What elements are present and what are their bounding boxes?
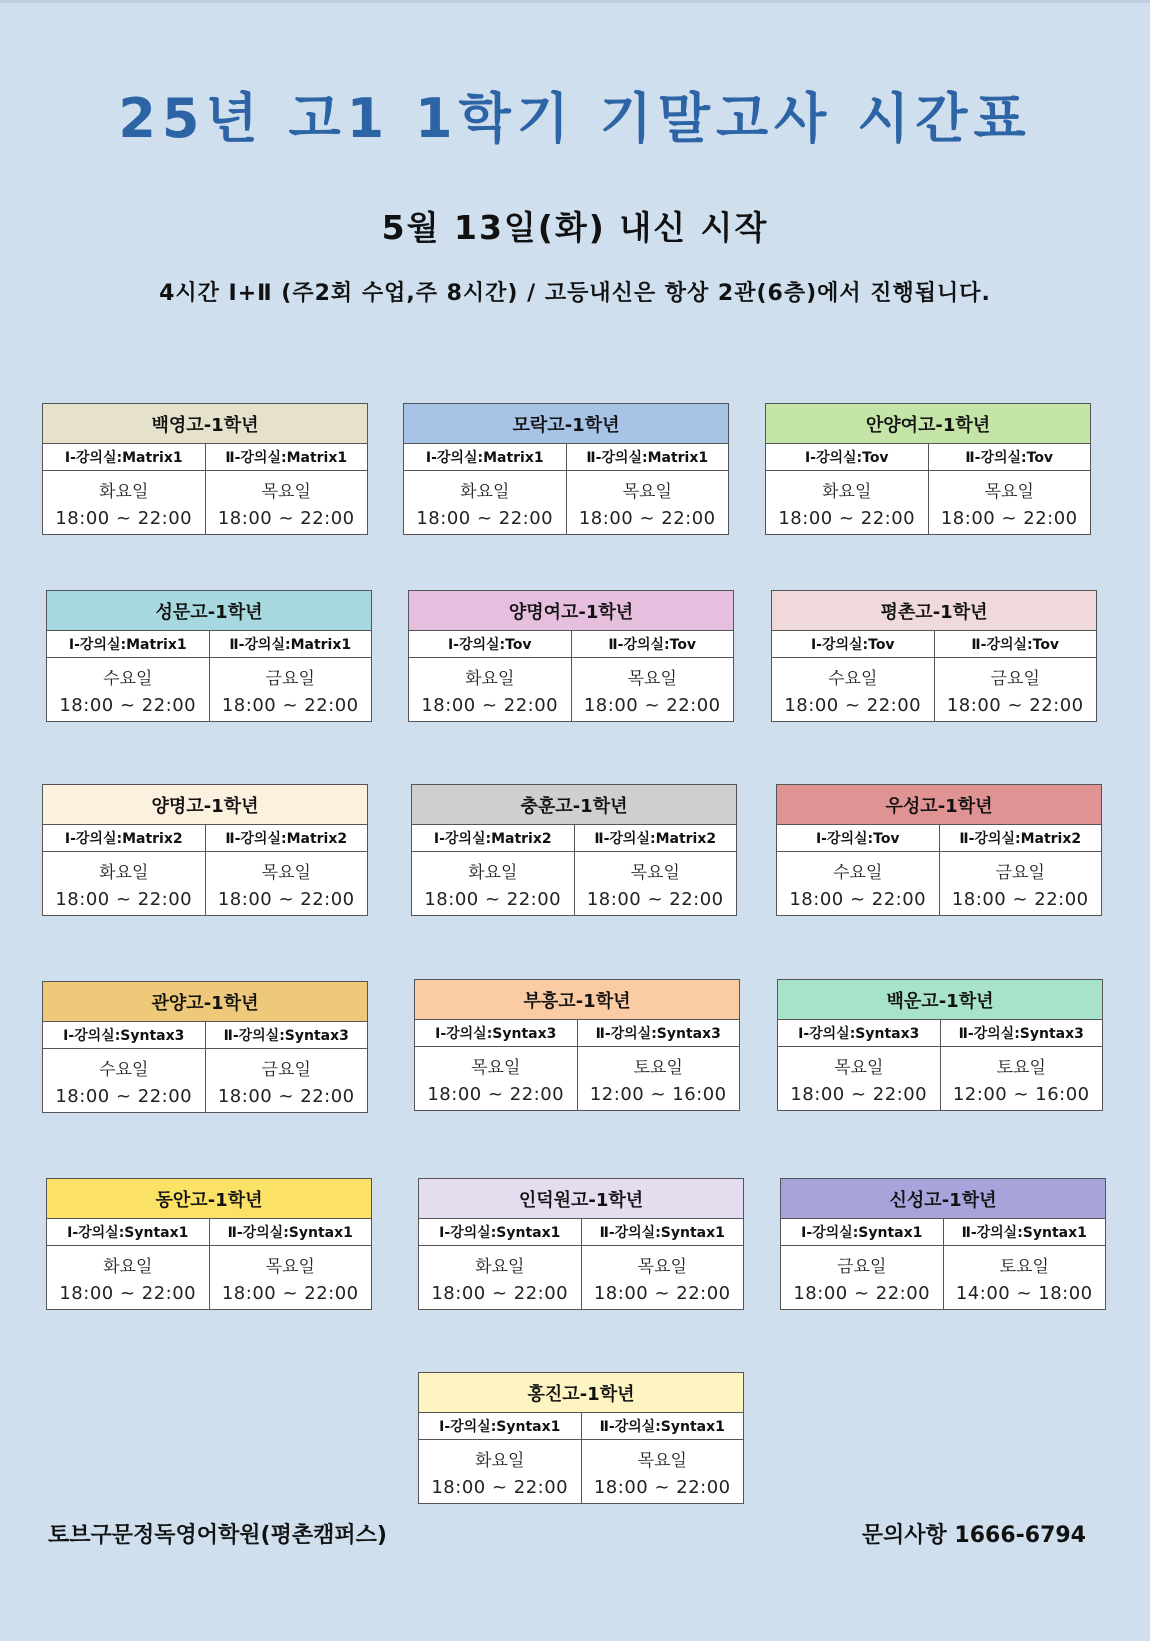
session-2-time: 18:00 ~ 22:00 bbox=[593, 1476, 731, 1498]
classroom-row bbox=[47, 1219, 371, 1246]
classroom-1: Ⅰ-강의실:Syntax1 bbox=[439, 1225, 561, 1241]
session-1 bbox=[404, 471, 566, 534]
classroom-2: Ⅱ-강의실:Tov bbox=[571, 631, 734, 657]
session-1-time: 18:00 ~ 22:00 bbox=[55, 888, 193, 910]
session-2 bbox=[940, 1047, 1103, 1110]
session-1-time: 18:00 ~ 22:00 bbox=[431, 1476, 569, 1498]
session-2-day: 목요일 bbox=[261, 481, 311, 502]
school-card bbox=[771, 590, 1097, 722]
session-1 bbox=[766, 471, 928, 534]
session-1-time: 18:00 ~ 22:00 bbox=[59, 1282, 197, 1304]
school-card bbox=[42, 981, 368, 1113]
classroom-2: Ⅱ-강의실:Matrix1 bbox=[566, 444, 729, 470]
session-1 bbox=[415, 1047, 577, 1110]
classroom-2: Ⅱ-강의실:Matrix1 bbox=[209, 631, 372, 657]
classroom-row bbox=[778, 1020, 1102, 1047]
session-2-day: 토요일 bbox=[633, 1057, 683, 1078]
session-2 bbox=[205, 471, 368, 534]
session-2-time: 18:00 ~ 22:00 bbox=[217, 507, 355, 529]
session-1-day: 수요일 bbox=[103, 668, 153, 689]
session-2-time: 18:00 ~ 22:00 bbox=[578, 507, 716, 529]
school-name: 우성고-1학년 bbox=[885, 795, 993, 817]
session-1-time: 18:00 ~ 22:00 bbox=[793, 1282, 931, 1304]
classroom-2: Ⅱ-강의실:Syntax3 bbox=[940, 1020, 1103, 1046]
session-2 bbox=[581, 1440, 744, 1503]
session-2 bbox=[939, 852, 1102, 915]
session-2 bbox=[943, 1246, 1106, 1309]
school-name: 신성고-1학년 bbox=[889, 1189, 997, 1211]
school-name: 인덕원고-1학년 bbox=[518, 1189, 644, 1211]
school-card bbox=[776, 784, 1102, 916]
session-2-time: 18:00 ~ 22:00 bbox=[946, 694, 1084, 716]
classroom-1: Ⅰ-강의실:Syntax3 bbox=[435, 1026, 557, 1042]
top-border bbox=[0, 0, 1150, 3]
session-2-day: 목요일 bbox=[261, 862, 311, 883]
school-name-header bbox=[412, 785, 736, 825]
schedule-row bbox=[43, 471, 367, 534]
schedule-row bbox=[409, 658, 733, 721]
school-card bbox=[42, 784, 368, 916]
school-card bbox=[411, 784, 737, 916]
session-1-time: 18:00 ~ 22:00 bbox=[416, 507, 554, 529]
classroom-1: Ⅰ-강의실:Syntax3 bbox=[798, 1026, 920, 1042]
session-2-day: 목요일 bbox=[265, 1256, 315, 1277]
session-1 bbox=[43, 852, 205, 915]
school-name: 백영고-1학년 bbox=[151, 414, 259, 436]
school-name: 평촌고-1학년 bbox=[880, 601, 988, 623]
session-1 bbox=[781, 1246, 943, 1309]
session-1 bbox=[43, 1049, 205, 1112]
session-2-day: 금요일 bbox=[990, 668, 1040, 689]
school-name-header bbox=[43, 785, 367, 825]
session-1-day: 화요일 bbox=[460, 481, 510, 502]
classroom-1: Ⅰ-강의실:Syntax3 bbox=[63, 1028, 185, 1044]
session-2-time: 12:00 ~ 16:00 bbox=[952, 1083, 1090, 1105]
session-2-time: 18:00 ~ 22:00 bbox=[586, 888, 724, 910]
school-name: 홍진고-1학년 bbox=[527, 1383, 635, 1405]
schedule-row bbox=[419, 1440, 743, 1503]
school-card bbox=[46, 1178, 372, 1310]
classroom-1: Ⅰ-강의실:Tov bbox=[815, 831, 900, 847]
school-name-header bbox=[409, 591, 733, 631]
session-1-day: 금요일 bbox=[837, 1256, 887, 1277]
school-card bbox=[408, 590, 734, 722]
classroom-1: Ⅰ-강의실:Tov bbox=[810, 637, 895, 653]
academy-name: 토브구문정독영어학원(평촌캠퍼스) bbox=[48, 1523, 387, 1548]
school-name-header bbox=[43, 982, 367, 1022]
session-1-day: 수요일 bbox=[828, 668, 878, 689]
school-name: 동안고-1학년 bbox=[155, 1189, 263, 1211]
session-2-day: 목요일 bbox=[637, 1450, 687, 1471]
session-2-time: 14:00 ~ 18:00 bbox=[955, 1282, 1093, 1304]
schedule-row bbox=[766, 471, 1090, 534]
session-1-time: 18:00 ~ 22:00 bbox=[427, 1083, 565, 1105]
classroom-2: Ⅱ-강의실:Syntax1 bbox=[209, 1219, 372, 1245]
session-1 bbox=[409, 658, 571, 721]
school-name-header bbox=[781, 1179, 1105, 1219]
session-1-day: 화요일 bbox=[475, 1256, 525, 1277]
session-1-day: 수요일 bbox=[99, 1059, 149, 1080]
classroom-2: Ⅱ-강의실:Matrix2 bbox=[205, 825, 368, 851]
classroom-row bbox=[412, 825, 736, 852]
info-line: 4시간 Ⅰ+Ⅱ (주2회 수업,주 8시간) / 고등내신은 항상 2관(6층)에서 진행됩니다. bbox=[159, 281, 991, 306]
schedule-row bbox=[43, 1049, 367, 1112]
classroom-row bbox=[419, 1219, 743, 1246]
session-1-day: 화요일 bbox=[468, 862, 518, 883]
session-1-time: 18:00 ~ 22:00 bbox=[431, 1282, 569, 1304]
classroom-2: Ⅱ-강의실:Syntax3 bbox=[205, 1022, 368, 1048]
schedule-row bbox=[772, 658, 1096, 721]
classroom-2: Ⅱ-강의실:Syntax3 bbox=[577, 1020, 740, 1046]
school-card bbox=[42, 403, 368, 535]
school-name-header bbox=[419, 1179, 743, 1219]
classroom-row bbox=[43, 444, 367, 471]
school-name-header bbox=[777, 785, 1101, 825]
classroom-2: Ⅱ-강의실:Tov bbox=[934, 631, 1097, 657]
classroom-1: Ⅰ-강의실:Matrix1 bbox=[68, 637, 187, 653]
session-1-day: 목요일 bbox=[471, 1057, 521, 1078]
session-2 bbox=[571, 658, 734, 721]
classroom-1: Ⅰ-강의실:Tov bbox=[447, 637, 532, 653]
schedule-row bbox=[781, 1246, 1105, 1309]
page-subtitle: 5월 13일(화) 내신 시작 bbox=[381, 208, 769, 247]
session-2-time: 18:00 ~ 22:00 bbox=[221, 694, 359, 716]
session-2-time: 18:00 ~ 22:00 bbox=[940, 507, 1078, 529]
schedule-row bbox=[777, 852, 1101, 915]
session-2-time: 18:00 ~ 22:00 bbox=[217, 1085, 355, 1107]
classroom-2: Ⅱ-강의실:Syntax1 bbox=[581, 1219, 744, 1245]
classroom-1: Ⅰ-강의실:Matrix2 bbox=[433, 831, 552, 847]
session-2 bbox=[928, 471, 1091, 534]
school-name: 안양여고-1학년 bbox=[865, 414, 991, 436]
session-2-time: 18:00 ~ 22:00 bbox=[583, 694, 721, 716]
session-1-day: 화요일 bbox=[822, 481, 872, 502]
session-2 bbox=[577, 1047, 740, 1110]
session-2-day: 목요일 bbox=[984, 481, 1034, 502]
school-card bbox=[403, 403, 729, 535]
session-2-day: 목요일 bbox=[622, 481, 672, 502]
school-name: 부흥고-1학년 bbox=[523, 990, 631, 1012]
school-card bbox=[765, 403, 1091, 535]
classroom-2: Ⅱ-강의실:Tov bbox=[928, 444, 1091, 470]
session-1-day: 화요일 bbox=[99, 481, 149, 502]
schedule-row bbox=[47, 1246, 371, 1309]
classroom-1: Ⅰ-강의실:Matrix1 bbox=[425, 450, 544, 466]
classroom-2: Ⅱ-강의실:Matrix2 bbox=[939, 825, 1102, 851]
school-name-header bbox=[419, 1373, 743, 1413]
classroom-row bbox=[409, 631, 733, 658]
school-card bbox=[780, 1178, 1106, 1310]
schedule-row bbox=[778, 1047, 1102, 1110]
session-2 bbox=[574, 852, 737, 915]
session-1-day: 화요일 bbox=[99, 862, 149, 883]
session-1 bbox=[47, 658, 209, 721]
classroom-row bbox=[781, 1219, 1105, 1246]
session-2 bbox=[566, 471, 729, 534]
session-2-day: 목요일 bbox=[627, 668, 677, 689]
session-1 bbox=[47, 1246, 209, 1309]
session-1 bbox=[772, 658, 934, 721]
classroom-row bbox=[777, 825, 1101, 852]
session-1-day: 화요일 bbox=[465, 668, 515, 689]
session-2-day: 목요일 bbox=[630, 862, 680, 883]
classroom-row bbox=[43, 1022, 367, 1049]
session-1-time: 18:00 ~ 22:00 bbox=[778, 507, 916, 529]
school-name: 양명여고-1학년 bbox=[508, 601, 634, 623]
session-1 bbox=[778, 1047, 940, 1110]
classroom-1: Ⅰ-강의실:Matrix2 bbox=[64, 831, 183, 847]
session-2-day: 금요일 bbox=[261, 1059, 311, 1080]
session-1-time: 18:00 ~ 22:00 bbox=[421, 694, 559, 716]
session-1 bbox=[43, 471, 205, 534]
classroom-row bbox=[404, 444, 728, 471]
school-name: 백운고-1학년 bbox=[886, 990, 994, 1012]
school-name-header bbox=[47, 1179, 371, 1219]
session-1-day: 화요일 bbox=[475, 1450, 525, 1471]
session-1-time: 18:00 ~ 22:00 bbox=[55, 1085, 193, 1107]
classroom-row bbox=[766, 444, 1090, 471]
schedule-row bbox=[419, 1246, 743, 1309]
schedule-row bbox=[43, 852, 367, 915]
school-name: 양명고-1학년 bbox=[151, 795, 259, 817]
school-name: 성문고-1학년 bbox=[155, 601, 263, 623]
school-name-header bbox=[778, 980, 1102, 1020]
schedule-row bbox=[412, 852, 736, 915]
session-2-time: 18:00 ~ 22:00 bbox=[217, 888, 355, 910]
session-2-day: 금요일 bbox=[265, 668, 315, 689]
session-1-time: 18:00 ~ 22:00 bbox=[55, 507, 193, 529]
session-2 bbox=[205, 852, 368, 915]
classroom-1: Ⅰ-강의실:Matrix1 bbox=[64, 450, 183, 466]
school-name-header bbox=[766, 404, 1090, 444]
session-1-time: 18:00 ~ 22:00 bbox=[789, 888, 927, 910]
session-1 bbox=[419, 1246, 581, 1309]
school-card bbox=[777, 979, 1103, 1111]
school-name: 충훈고-1학년 bbox=[520, 795, 628, 817]
session-2 bbox=[209, 1246, 372, 1309]
contact-info: 문의사항 1666-6794 bbox=[861, 1523, 1086, 1548]
classroom-row bbox=[43, 825, 367, 852]
classroom-row bbox=[415, 1020, 739, 1047]
session-2-day: 토요일 bbox=[996, 1057, 1046, 1078]
classroom-2: Ⅱ-강의실:Matrix2 bbox=[574, 825, 737, 851]
page-title: 25년 고1 1학기 기말고사 시간표 bbox=[118, 87, 1032, 150]
session-2 bbox=[209, 658, 372, 721]
classroom-2: Ⅱ-강의실:Matrix1 bbox=[205, 444, 368, 470]
session-1 bbox=[412, 852, 574, 915]
classroom-row bbox=[419, 1413, 743, 1440]
session-2-day: 목요일 bbox=[637, 1256, 687, 1277]
session-1 bbox=[777, 852, 939, 915]
classroom-1: Ⅰ-강의실:Syntax1 bbox=[801, 1225, 923, 1241]
classroom-1: Ⅰ-강의실:Tov bbox=[804, 450, 889, 466]
session-2 bbox=[581, 1246, 744, 1309]
classroom-2: Ⅱ-강의실:Syntax1 bbox=[943, 1219, 1106, 1245]
school-name: 관양고-1학년 bbox=[151, 992, 259, 1014]
school-name-header bbox=[43, 404, 367, 444]
session-2 bbox=[205, 1049, 368, 1112]
school-name-header bbox=[404, 404, 728, 444]
classroom-1: Ⅰ-강의실:Syntax1 bbox=[67, 1225, 189, 1241]
session-2-time: 12:00 ~ 16:00 bbox=[589, 1083, 727, 1105]
classroom-2: Ⅱ-강의실:Syntax1 bbox=[581, 1413, 744, 1439]
school-name-header bbox=[772, 591, 1096, 631]
school-name-header bbox=[47, 591, 371, 631]
school-name-header bbox=[415, 980, 739, 1020]
session-1-time: 18:00 ~ 22:00 bbox=[784, 694, 922, 716]
session-2 bbox=[934, 658, 1097, 721]
session-2-time: 18:00 ~ 22:00 bbox=[221, 1282, 359, 1304]
session-1-time: 18:00 ~ 22:00 bbox=[424, 888, 562, 910]
session-2-time: 18:00 ~ 22:00 bbox=[593, 1282, 731, 1304]
classroom-row bbox=[772, 631, 1096, 658]
classroom-1: Ⅰ-강의실:Syntax1 bbox=[439, 1419, 561, 1435]
session-2-time: 18:00 ~ 22:00 bbox=[951, 888, 1089, 910]
schedule-row bbox=[47, 658, 371, 721]
schedule-row bbox=[404, 471, 728, 534]
session-1 bbox=[419, 1440, 581, 1503]
classroom-row bbox=[47, 631, 371, 658]
session-2-day: 토요일 bbox=[999, 1256, 1049, 1277]
school-card bbox=[46, 590, 372, 722]
school-card bbox=[418, 1178, 744, 1310]
school-card bbox=[418, 1372, 744, 1504]
school-name: 모락고-1학년 bbox=[512, 414, 620, 436]
session-1-time: 18:00 ~ 22:00 bbox=[59, 694, 197, 716]
schedule-row bbox=[415, 1047, 739, 1110]
session-1-day: 수요일 bbox=[833, 862, 883, 883]
session-1-day: 화요일 bbox=[103, 1256, 153, 1277]
session-1-day: 목요일 bbox=[834, 1057, 884, 1078]
session-2-day: 금요일 bbox=[995, 862, 1045, 883]
school-card bbox=[414, 979, 740, 1111]
session-1-time: 18:00 ~ 22:00 bbox=[790, 1083, 928, 1105]
